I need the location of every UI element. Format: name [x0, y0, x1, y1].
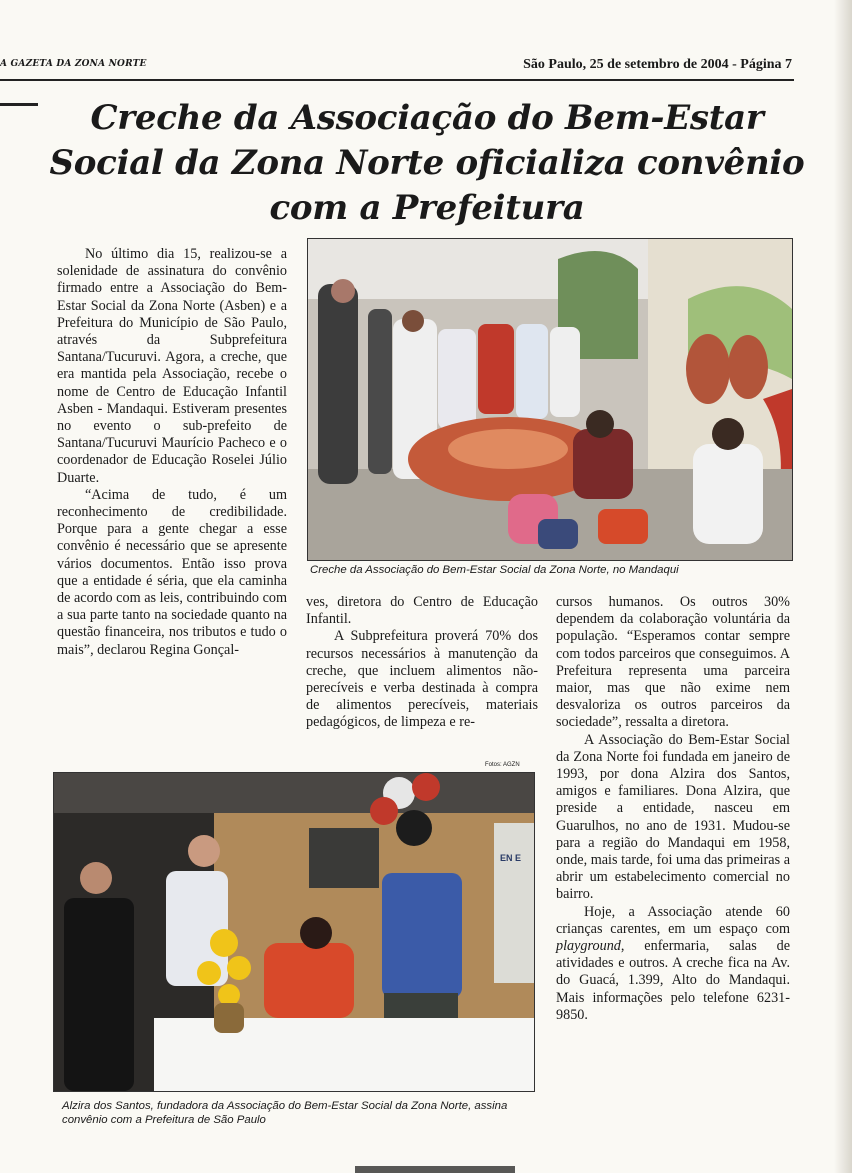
newspaper-logo: A GAZETA DA ZONA NORTE: [0, 59, 147, 69]
photo-credit: Fotos: AGZN: [485, 762, 520, 768]
article-paragraph: cursos humanos. Os outros 30% dependem da colaboração voluntária da população. “Esperamos contar sempre com todos parceiros que conseguimos. A Prefeitura representa uma parceira maior, mas que não exime nem desvaloriza os outros parceiros da sociedade”, ressalta a diretora.: [556, 594, 790, 731]
text-run: Hoje, a Associação atende 60 crianças carentes, em um espaço com: [556, 903, 790, 937]
headline: Creche da Associação do Bem-Estar Social da Zona Norte oficializa convênio com a Prefeitura: [49, 98, 805, 228]
text-run: , enfermaria, salas de atividades e outros. A creche fica na Av. do Guacá, 1.399, Alto do Mandaqui. Mais informações pelo telefone 6231-9850.: [556, 938, 790, 1023]
daycare-children-photo: [307, 238, 793, 561]
article-paragraph: ves, diretora do Centro de Educação Infantil.: [306, 594, 538, 628]
photo-caption: Alzira dos Santos, fundadora da Associação do Bem-Estar Social da Zona Norte, assina convênio com a Prefeitura de São Paulo: [62, 1100, 508, 1126]
photo-caption: Creche da Associação do Bem-Estar Social da Zona Norte, no Mandaqui: [310, 564, 679, 576]
article-paragraph: No último dia 15, realizou-se a solenidade de assinatura do convênio firmado entre a Associação do Bem-Estar Social da Zona Norte (Asben) e a Prefeitura do Município de São Paulo, através da Subprefeitura Santana/Tucuruvi. Agora, a creche, que era mantida pela Associação, recebe o nome de Centro de Educação Infantil Asben - Mandaqui. Estiveram presentes no evento o sub-prefeito de Santana/Tucuruvi Maurício Pacheco e o coordenador de Educação Roselei Júlio Duarte.: [57, 246, 287, 486]
article-column-2: [306, 594, 538, 732]
section-rule: [0, 103, 38, 106]
italic-term: playground: [556, 938, 621, 955]
article-column-1: [57, 246, 287, 659]
next-article-fragment: [355, 1166, 515, 1173]
page-edge-shadow: [834, 0, 852, 1173]
article-paragraph: [556, 904, 790, 1024]
article-column-3: [556, 594, 790, 1024]
article-paragraph: A Associação do Bem-Estar Social da Zona Norte foi fundada em janeiro de 1993, por dona Alzira dos Santos, amigos e familiares. Dona Alzira, que preside a entidade, nasceu em Guarulhos, no ano de 1931. Mudou-se para a região do Mandaqui em 1958, onde, mais tarde, foi uma das primeiras a abrir um estabelecimento comercial no bairro.: [556, 731, 790, 903]
banner-text: EN E: [500, 853, 522, 863]
signing-ceremony-photo: [53, 772, 535, 1092]
date-and-page: São Paulo, 25 de setembro de 2004 - Página 7: [523, 57, 792, 72]
article-paragraph: “Acima de tudo, é um reconhecimento de credibilidade. Porque para a gente chegar a esse convênio é necessário que se apresente vários documentos. Então isso prova que a entidade é séria, que ela caminha de acordo com as leis, contribuindo com a sua parte tanto na sociedade quanto na questão financeira, nos tributos e tudo o mais”, declarou Regina Gonçal-: [57, 486, 287, 658]
article-paragraph: A Subprefeitura proverá 70% dos recursos necessários à manutenção da creche, que incluem alimentos não-perecíveis e verba destinada à compra de alimentos perecíveis, materiais pedagógicos, de limpeza e re-: [306, 628, 538, 731]
masthead: [0, 57, 794, 81]
